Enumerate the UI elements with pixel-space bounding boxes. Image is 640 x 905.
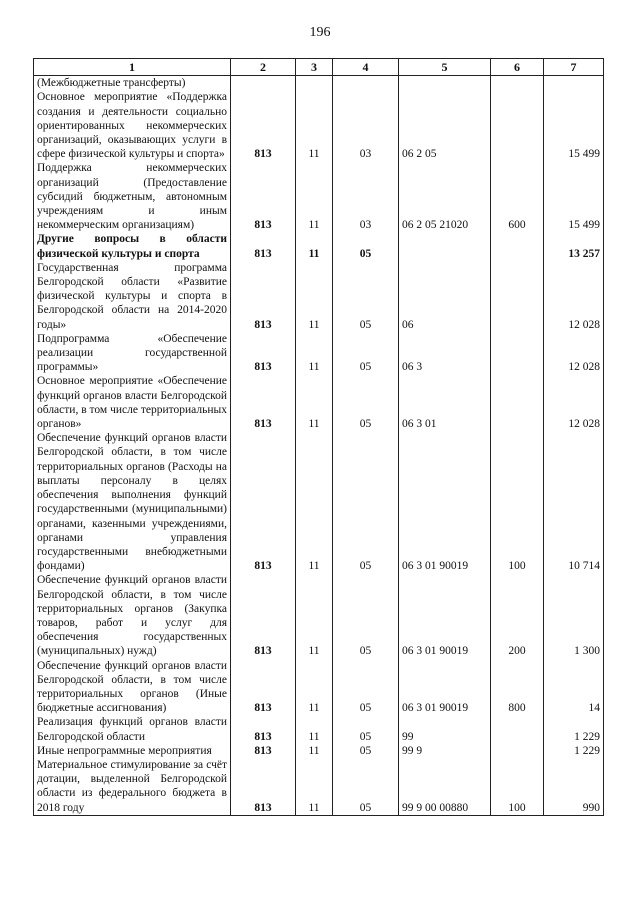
table-body (34, 76, 604, 816)
amount-cell: 12 028 (544, 261, 604, 332)
amount-cell: 13 257 (544, 232, 604, 260)
grbs-code-cell (231, 76, 296, 91)
subsection-code-cell: 05 (333, 573, 399, 658)
amount-cell (544, 76, 604, 91)
section-code-cell: 11 (296, 374, 333, 431)
amount-cell: 14 (544, 659, 604, 716)
target-article-cell: 06 2 05 21020 (399, 161, 491, 232)
target-article-cell (399, 232, 491, 260)
subsection-code-cell: 05 (333, 374, 399, 431)
row-name-cell: Реализация функций органов власти Белгородской области (34, 715, 231, 743)
table-row (34, 431, 604, 573)
grbs-code-cell: 813 (231, 161, 296, 232)
target-article-cell: 06 3 01 90019 (399, 431, 491, 573)
expense-type-cell (491, 744, 544, 758)
table-row (34, 758, 604, 815)
table-row (34, 715, 604, 743)
table-row (34, 332, 604, 375)
expense-type-cell (491, 332, 544, 375)
subsection-code-cell: 05 (333, 431, 399, 573)
column-header: 5 (399, 59, 491, 76)
grbs-code-cell: 813 (231, 261, 296, 332)
expense-type-cell (491, 261, 544, 332)
table-row (34, 744, 604, 758)
subsection-code-cell: 05 (333, 232, 399, 260)
column-header: 4 (333, 59, 399, 76)
expense-type-cell (491, 90, 544, 161)
section-code-cell: 11 (296, 161, 333, 232)
target-article-cell: 06 3 01 90019 (399, 659, 491, 716)
page-number: 196 (309, 25, 331, 40)
expense-type-cell: 200 (491, 573, 544, 658)
expense-type-cell: 800 (491, 659, 544, 716)
section-code-cell: 11 (296, 573, 333, 658)
section-code-cell (296, 76, 333, 91)
header-row (34, 59, 604, 76)
column-header: 1 (34, 59, 231, 76)
section-code-cell: 11 (296, 758, 333, 815)
table-row (34, 90, 604, 161)
subsection-code-cell: 05 (333, 332, 399, 375)
row-name-cell: Государственная программа Белгородской области «Развитие физической культуры и спорта в Белгородской области на 2014-2020 годы» (34, 261, 231, 332)
grbs-code-cell: 813 (231, 744, 296, 758)
column-header: 6 (491, 59, 544, 76)
table-row (34, 659, 604, 716)
section-code-cell: 11 (296, 261, 333, 332)
section-code-cell: 11 (296, 90, 333, 161)
amount-cell: 1 229 (544, 715, 604, 743)
row-name-cell: Другие вопросы в области физической культуры и спорта (34, 232, 231, 260)
budget-table (33, 58, 604, 816)
target-article-cell: 06 3 01 (399, 374, 491, 431)
amount-cell: 12 028 (544, 332, 604, 375)
subsection-code-cell: 05 (333, 744, 399, 758)
expense-type-cell (491, 232, 544, 260)
row-name-cell: Поддержка некоммерческих организаций (Предоставление субсидий бюджетным, автономным учреждениям и иным некоммерческим организациям) (34, 161, 231, 232)
subsection-code-cell: 03 (333, 161, 399, 232)
expense-type-cell (491, 374, 544, 431)
section-code-cell: 11 (296, 744, 333, 758)
grbs-code-cell: 813 (231, 715, 296, 743)
row-name-cell: Обеспечение функций органов власти Белгородской области, в том числе территориальных органов (Расходы на выплаты персоналу в целях обеспечения выполнения функций государственными (муниципальными) органами, казенными учреждениями, органами управления государственными внебюджетными фондами) (34, 431, 231, 573)
row-name-cell: Подпрограмма «Обеспечение реализации государственной программы» (34, 332, 231, 375)
subsection-code-cell: 05 (333, 715, 399, 743)
subsection-code-cell: 03 (333, 90, 399, 161)
amount-cell: 15 499 (544, 161, 604, 232)
amount-cell: 12 028 (544, 374, 604, 431)
amount-cell: 990 (544, 758, 604, 815)
row-name-cell: Основное мероприятие «Поддержка создания и деятельности социально ориентированных некоммерческих организаций, оказывающих услуги в сфере физической культуры и спорта» (34, 90, 231, 161)
target-article-cell (399, 76, 491, 91)
section-code-cell: 11 (296, 232, 333, 260)
target-article-cell: 06 2 05 (399, 90, 491, 161)
row-name-cell: Иные непрограммные мероприятия (34, 744, 231, 758)
grbs-code-cell: 813 (231, 90, 296, 161)
row-name-cell: Материальное стимулирование за счёт дотации, выделенной Белгородской области из федерального бюджета в 2018 году (34, 758, 231, 815)
target-article-cell: 99 9 00 00880 (399, 758, 491, 815)
amount-cell: 1 229 (544, 744, 604, 758)
table-row (34, 76, 604, 91)
grbs-code-cell: 813 (231, 758, 296, 815)
grbs-code-cell: 813 (231, 232, 296, 260)
section-code-cell: 11 (296, 659, 333, 716)
expense-type-cell (491, 76, 544, 91)
subsection-code-cell: 05 (333, 758, 399, 815)
amount-cell: 1 300 (544, 573, 604, 658)
grbs-code-cell: 813 (231, 431, 296, 573)
column-header: 7 (544, 59, 604, 76)
amount-cell: 10 714 (544, 431, 604, 573)
table-row (34, 374, 604, 431)
grbs-code-cell: 813 (231, 374, 296, 431)
target-article-cell: 06 3 (399, 332, 491, 375)
table-row (34, 261, 604, 332)
column-header: 2 (231, 59, 296, 76)
expense-type-cell: 100 (491, 431, 544, 573)
section-code-cell: 11 (296, 431, 333, 573)
expense-type-cell (491, 715, 544, 743)
target-article-cell: 99 9 (399, 744, 491, 758)
expense-type-cell: 100 (491, 758, 544, 815)
grbs-code-cell: 813 (231, 573, 296, 658)
row-name-cell: (Межбюджетные трансферты) (34, 76, 231, 91)
target-article-cell: 06 (399, 261, 491, 332)
column-header: 3 (296, 59, 333, 76)
expense-type-cell: 600 (491, 161, 544, 232)
row-name-cell: Обеспечение функций органов власти Белгородской области, в том числе территориальных органов (Закупка товаров, работ и услуг для обеспечения государственных (муниципальных) нужд) (34, 573, 231, 658)
subsection-code-cell: 05 (333, 261, 399, 332)
table-row (34, 573, 604, 658)
target-article-cell: 06 3 01 90019 (399, 573, 491, 658)
grbs-code-cell: 813 (231, 659, 296, 716)
subsection-code-cell (333, 76, 399, 91)
row-name-cell: Обеспечение функций органов власти Белгородской области, в том числе территориальных органов (Иные бюджетные ассигнования) (34, 659, 231, 716)
row-name-cell: Основное мероприятие «Обеспечение функций органов власти Белгородской области, в том числе территориальных органов» (34, 374, 231, 431)
section-code-cell: 11 (296, 332, 333, 375)
amount-cell: 15 499 (544, 90, 604, 161)
subsection-code-cell: 05 (333, 659, 399, 716)
target-article-cell: 99 (399, 715, 491, 743)
table-row (34, 232, 604, 260)
grbs-code-cell: 813 (231, 332, 296, 375)
section-code-cell: 11 (296, 715, 333, 743)
table-row (34, 161, 604, 232)
